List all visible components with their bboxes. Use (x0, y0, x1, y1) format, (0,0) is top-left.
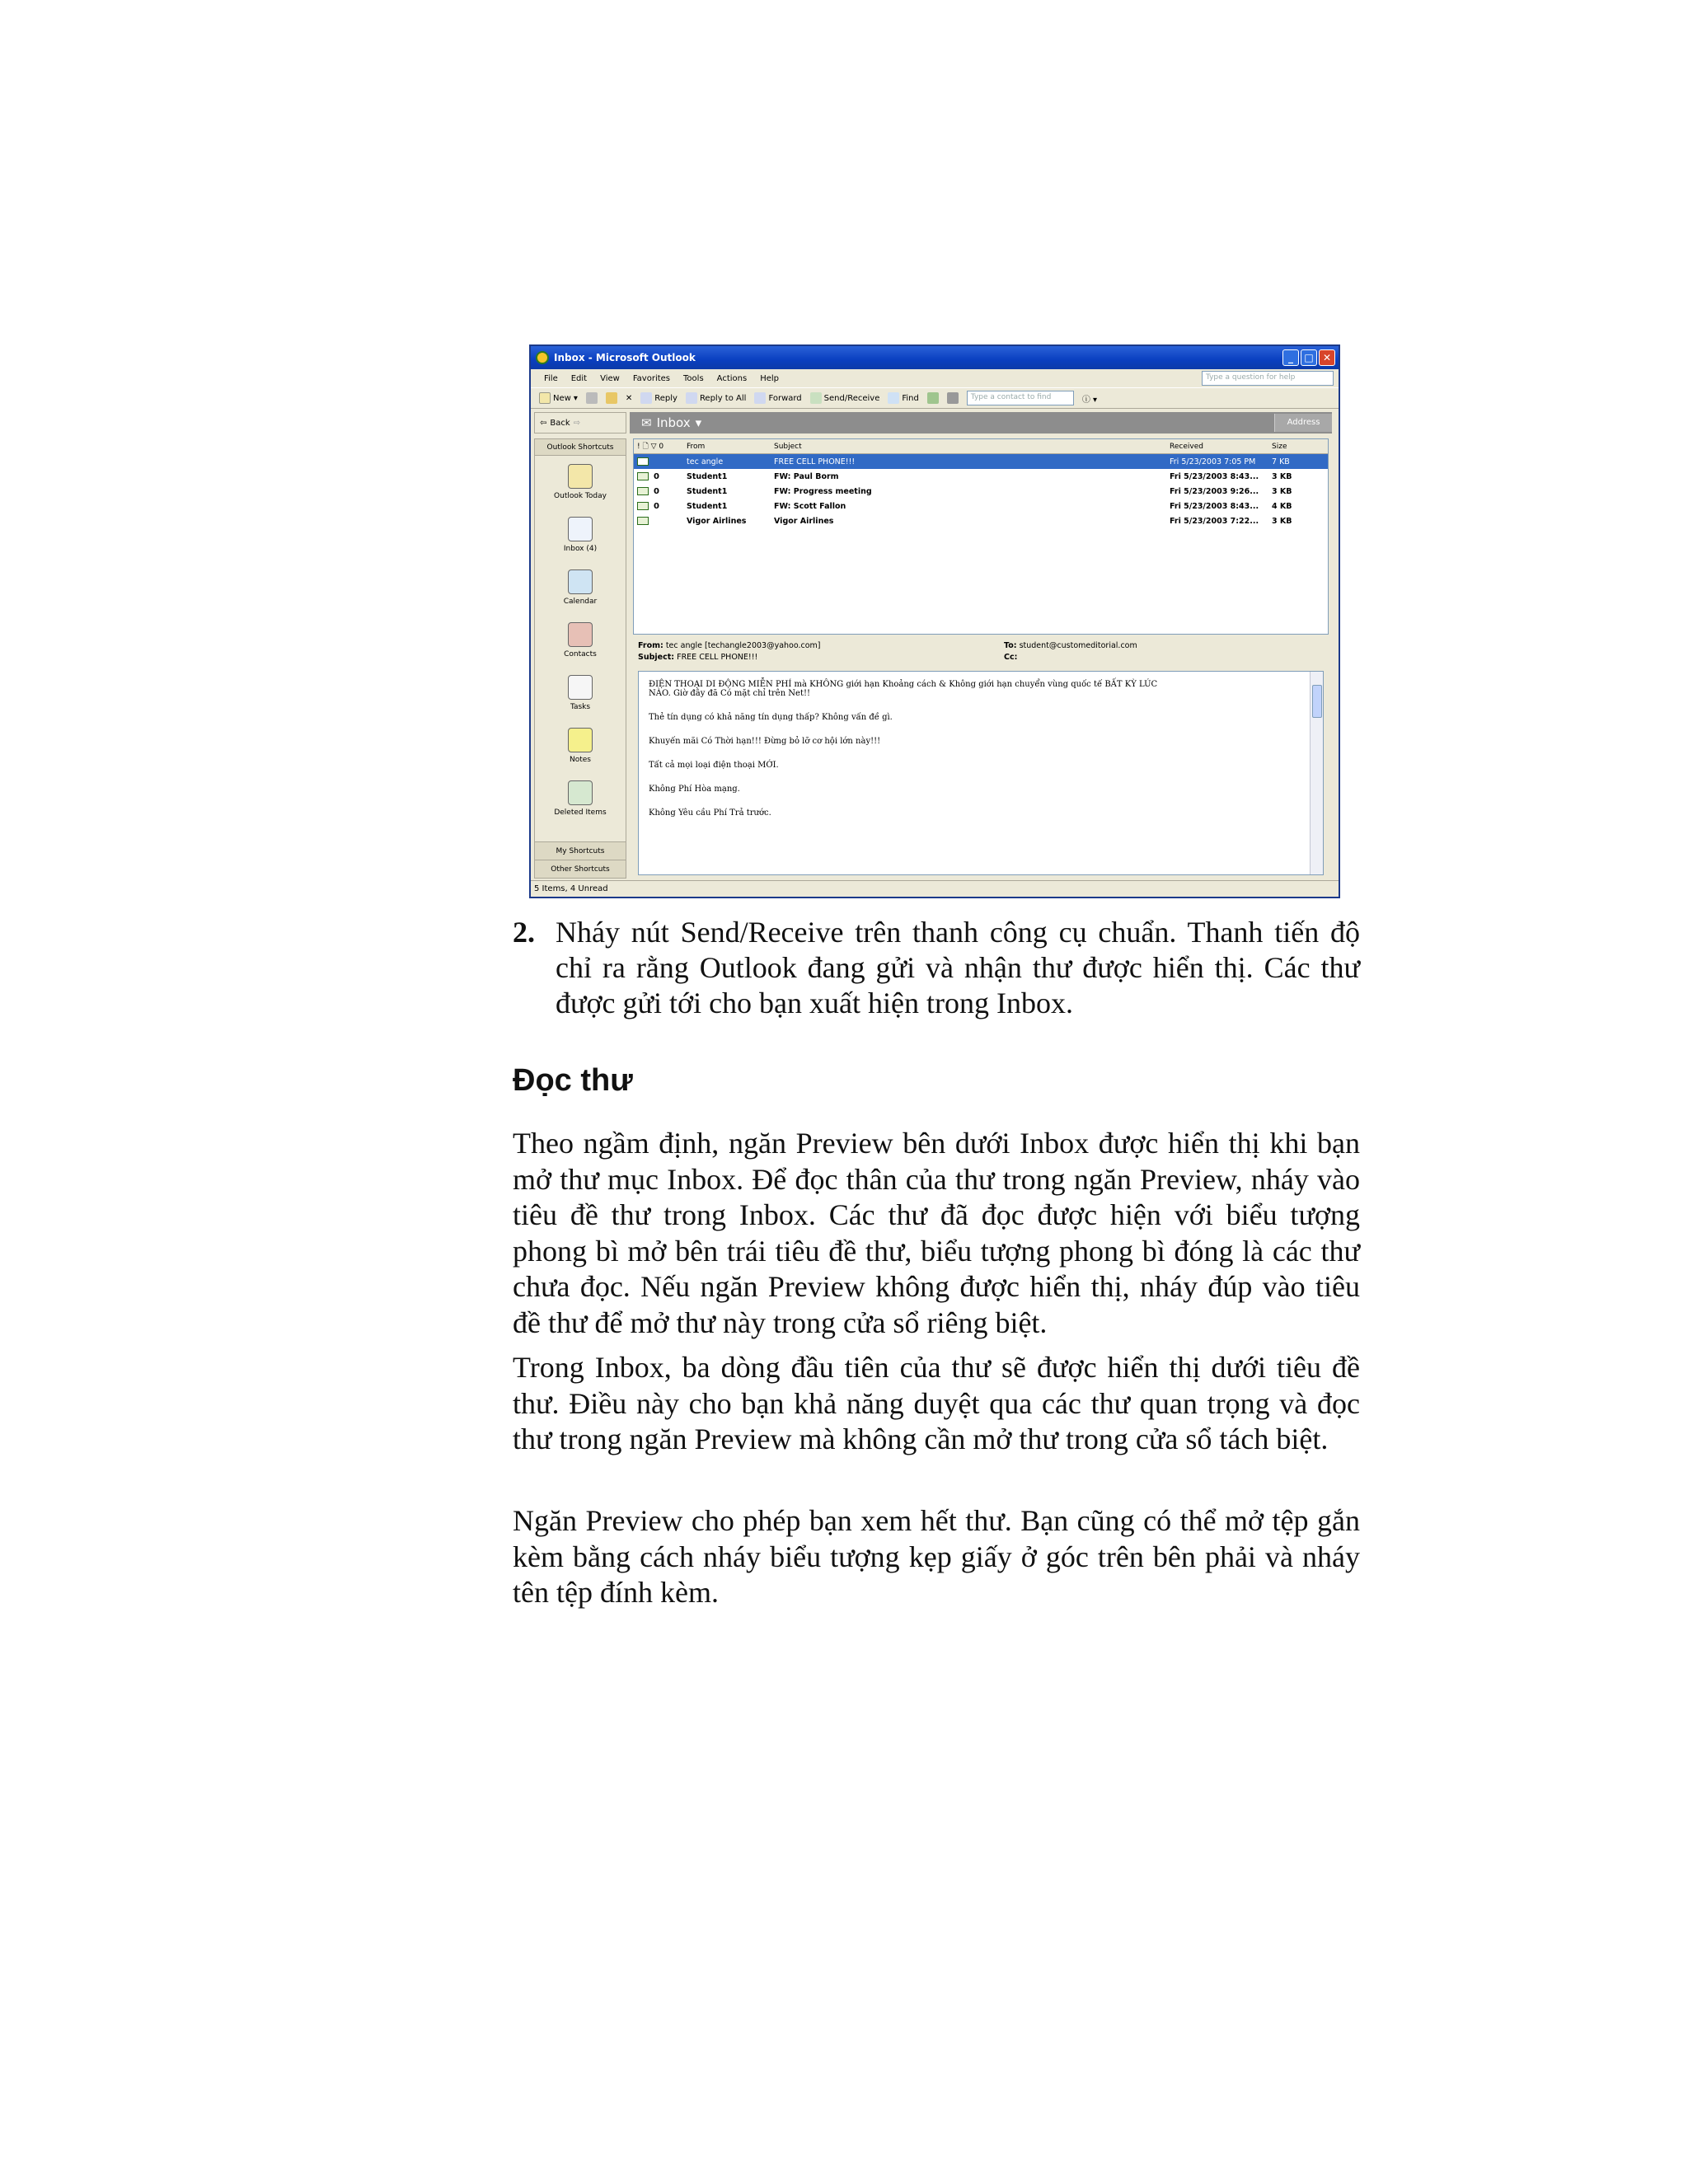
navigation-bar (531, 410, 1339, 435)
message-list-header (634, 439, 1328, 454)
attachment-icon: 0 (654, 471, 659, 481)
deleted-items-icon (568, 780, 593, 805)
back-arrow-icon: ⇦ (540, 418, 547, 428)
window-title: Inbox - Microsoft Outlook (554, 352, 696, 363)
inbox-icon (568, 517, 593, 541)
folder-banner: ✉ Inbox ▾ Address (630, 412, 1332, 434)
shortcut-tasks[interactable]: Tasks (535, 667, 626, 719)
preview-pane[interactable] (638, 671, 1324, 875)
step-text: Nháy nút Send/Receive trên thanh công cụ chuẩn. Thanh tiến độ chỉ ra rằng Outlook đang gửi và nhận thư được hiển thị. Các thư được gửi tới cho bạn xuất hiện trong Inbox. (556, 916, 1360, 1019)
menu-file[interactable]: File (544, 373, 558, 383)
preview-body-line: Tất cả mọi loại điện thoại MỚI. (649, 761, 779, 770)
address-button[interactable]: Address (1274, 414, 1332, 432)
organize-button[interactable] (927, 392, 939, 404)
outlook-bar (534, 438, 626, 879)
column-size[interactable]: Size (1272, 442, 1287, 451)
address-book-icon (947, 392, 959, 404)
shortcut-deleted-items[interactable]: Deleted Items (535, 772, 626, 825)
close-button[interactable]: ✕ (1319, 349, 1335, 366)
section-heading: Đọc thư (513, 1063, 633, 1098)
column-icons[interactable]: ! 🗋 ▽ 0 (637, 442, 664, 451)
paragraph-2: Trong Inbox, ba dòng đầu tiên của thư sẽ được hiển thị dưới tiêu đề thư. Điều này cho bạn khả năng duyệt qua các thư quan trọng và đọc thư trong ngăn Preview mà không cần mở thư trong cửa sổ tách biệt. (513, 1351, 1360, 1455)
column-subject[interactable]: Subject (774, 442, 802, 451)
move-button[interactable] (606, 392, 617, 404)
new-button[interactable]: New ▾ (539, 392, 578, 404)
contacts-icon (568, 622, 593, 647)
column-from[interactable]: From (687, 442, 706, 451)
column-received[interactable]: Received (1170, 442, 1203, 451)
open-envelope-icon (637, 457, 649, 466)
closed-envelope-icon (637, 472, 649, 480)
attachment-icon: 0 (654, 486, 659, 496)
menu-actions[interactable]: Actions (716, 373, 748, 383)
preview-subject: FREE CELL PHONE!!! (677, 653, 758, 662)
find-icon (888, 392, 899, 404)
menu-view[interactable]: View (600, 373, 620, 383)
help-button[interactable] (1082, 392, 1097, 405)
outlook-shortcuts-header[interactable]: Outlook Shortcuts (535, 439, 626, 456)
shortcut-outlook-today[interactable]: Outlook Today (535, 456, 626, 509)
forward-button[interactable]: Forward (754, 392, 801, 404)
closed-envelope-icon (637, 487, 649, 495)
title-bar (531, 346, 1339, 369)
closed-envelope-icon (637, 517, 649, 525)
message-row[interactable]: Vigor Airlines Vigor Airlines Fri 5/23/2003 7:22... 3 KB (634, 513, 1328, 528)
address-book-button[interactable] (947, 392, 959, 404)
preview-body-line: Khuyến mãi Có Thời hạn!!! Đừng bỏ lỡ cơ hội lớn này!!! (649, 737, 881, 746)
other-shortcuts-button[interactable]: Other Shortcuts (535, 860, 626, 878)
reply-button[interactable]: Reply (640, 392, 678, 404)
standard-toolbar (531, 387, 1339, 409)
find-contact-input[interactable]: Type a contact to find (967, 391, 1074, 405)
tasks-icon (568, 675, 593, 700)
paragraph-1: Theo ngầm định, ngăn Preview bên dưới Inbox được hiển thị khi bạn mở thư mục Inbox. Để đọc thân của thư trong ngăn Preview, nháy vào tiêu đề thư trong Inbox. Các thư đã đọc được hiện với biểu tượng phong bì mở bên trái tiêu đề thư, biểu tượng phong bì đóng là các thư chưa đọc. Nếu ngăn Preview không được hiển thị, nháy đúp vào tiêu đề thư để mở thư này trong cửa sổ riêng biệt. (513, 1127, 1360, 1339)
help-search-input[interactable]: Type a question for help (1202, 371, 1334, 386)
minimize-button[interactable]: _ (1282, 349, 1299, 366)
preview-to: student@customeditorial.com (1019, 641, 1137, 650)
send-receive-icon (810, 392, 822, 404)
shortcut-inbox[interactable]: Inbox (4) (535, 509, 626, 561)
status-bar: 5 Items, 4 Unread (531, 880, 1339, 897)
send-receive-button[interactable]: Send/Receive (810, 392, 880, 404)
menu-tools[interactable]: Tools (683, 373, 704, 383)
scroll-thumb[interactable] (1312, 685, 1322, 718)
message-list (633, 438, 1329, 635)
folder-name[interactable]: Inbox (656, 415, 691, 430)
shortcut-notes[interactable]: Notes (535, 719, 626, 772)
outlook-app-icon (536, 351, 549, 364)
new-mail-icon (539, 392, 551, 404)
help-icon: ⓘ ▾ (1081, 395, 1098, 405)
find-button[interactable]: Find (888, 392, 919, 404)
shortcut-contacts[interactable]: Contacts (535, 614, 626, 667)
message-row[interactable]: 0 Student1 FW: Paul Borm Fri 5/23/2003 8:43... 3 KB (634, 469, 1328, 484)
menu-edit[interactable]: Edit (570, 373, 588, 383)
outlook-today-icon (568, 464, 593, 489)
maximize-button[interactable]: □ (1301, 349, 1317, 366)
notes-icon (568, 728, 593, 752)
paragraph-3: Ngăn Preview cho phép bạn xem hết thư. Bạn cũng có thể mở tệp gắn kèm bằng cách nháy biểu tượng kẹp giấy ở góc trên bên phải và nháy tên tệp đính kèm. (513, 1504, 1360, 1609)
inbox-folder-icon: ✉ (641, 415, 652, 430)
menu-favorites[interactable]: Favorites (632, 373, 671, 383)
reply-all-button[interactable]: Reply to All (686, 392, 747, 404)
delete-icon: ✕ (625, 393, 633, 403)
menu-help[interactable]: Help (760, 373, 779, 383)
forward-arrow-icon: ⇨ (573, 418, 581, 428)
reply-all-icon (686, 392, 697, 404)
calendar-icon (568, 569, 593, 594)
preview-body-line: Thẻ tín dụng có khả năng tín dụng thấp? Không vấn đề gì. (649, 713, 893, 722)
message-row[interactable]: 0 Student1 FW: Progress meeting Fri 5/23/2003 9:26... 3 KB (634, 484, 1328, 499)
reply-icon (640, 392, 652, 404)
message-row[interactable]: tec angle FREE CELL PHONE!!! Fri 5/23/2003 7:05 PM 7 KB (634, 454, 1328, 469)
shortcut-calendar[interactable]: Calendar (535, 561, 626, 614)
attachment-icon: 0 (654, 501, 659, 511)
organize-icon (927, 392, 939, 404)
preview-scrollbar[interactable] (1310, 672, 1323, 874)
preview-from: tec angle [techangle2003@yahoo.com] (665, 641, 821, 650)
preview-body-line: Không Yêu cầu Phí Trả trước. (649, 808, 771, 818)
message-row[interactable]: 0 Student1 FW: Scott Fallon Fri 5/23/2003 8:43... 4 KB (634, 499, 1328, 513)
step-2 (513, 915, 1360, 1021)
step-number: 2. (513, 916, 535, 949)
my-shortcuts-button[interactable]: My Shortcuts (535, 841, 626, 860)
delete-button[interactable] (626, 394, 632, 403)
preview-header: From: tec angle [techangle2003@yahoo.com] Subject: FREE CELL PHONE!!! To: student@customeditorial.com Cc: (633, 638, 1329, 668)
preview-body-line: ĐIỆN THOẠI DI ĐỘNG MIỄN PHÍ mà KHÔNG giới hạn Khoảng cách & Không giới hạn chuyển vùng quốc tế BẤT KỲ LÚC NÀO. Giờ đây đã Có mặt chỉ trên Net!! (649, 680, 1158, 698)
move-folder-icon (606, 392, 617, 404)
outlook-screenshot (529, 344, 1340, 898)
closed-envelope-icon (637, 502, 649, 510)
preview-body-line: Không Phí Hòa mạng. (649, 785, 740, 794)
forward-icon (754, 392, 766, 404)
print-button[interactable] (586, 392, 598, 404)
back-button[interactable]: ⇦ Back ⇨ (534, 412, 626, 434)
print-icon (586, 392, 598, 404)
